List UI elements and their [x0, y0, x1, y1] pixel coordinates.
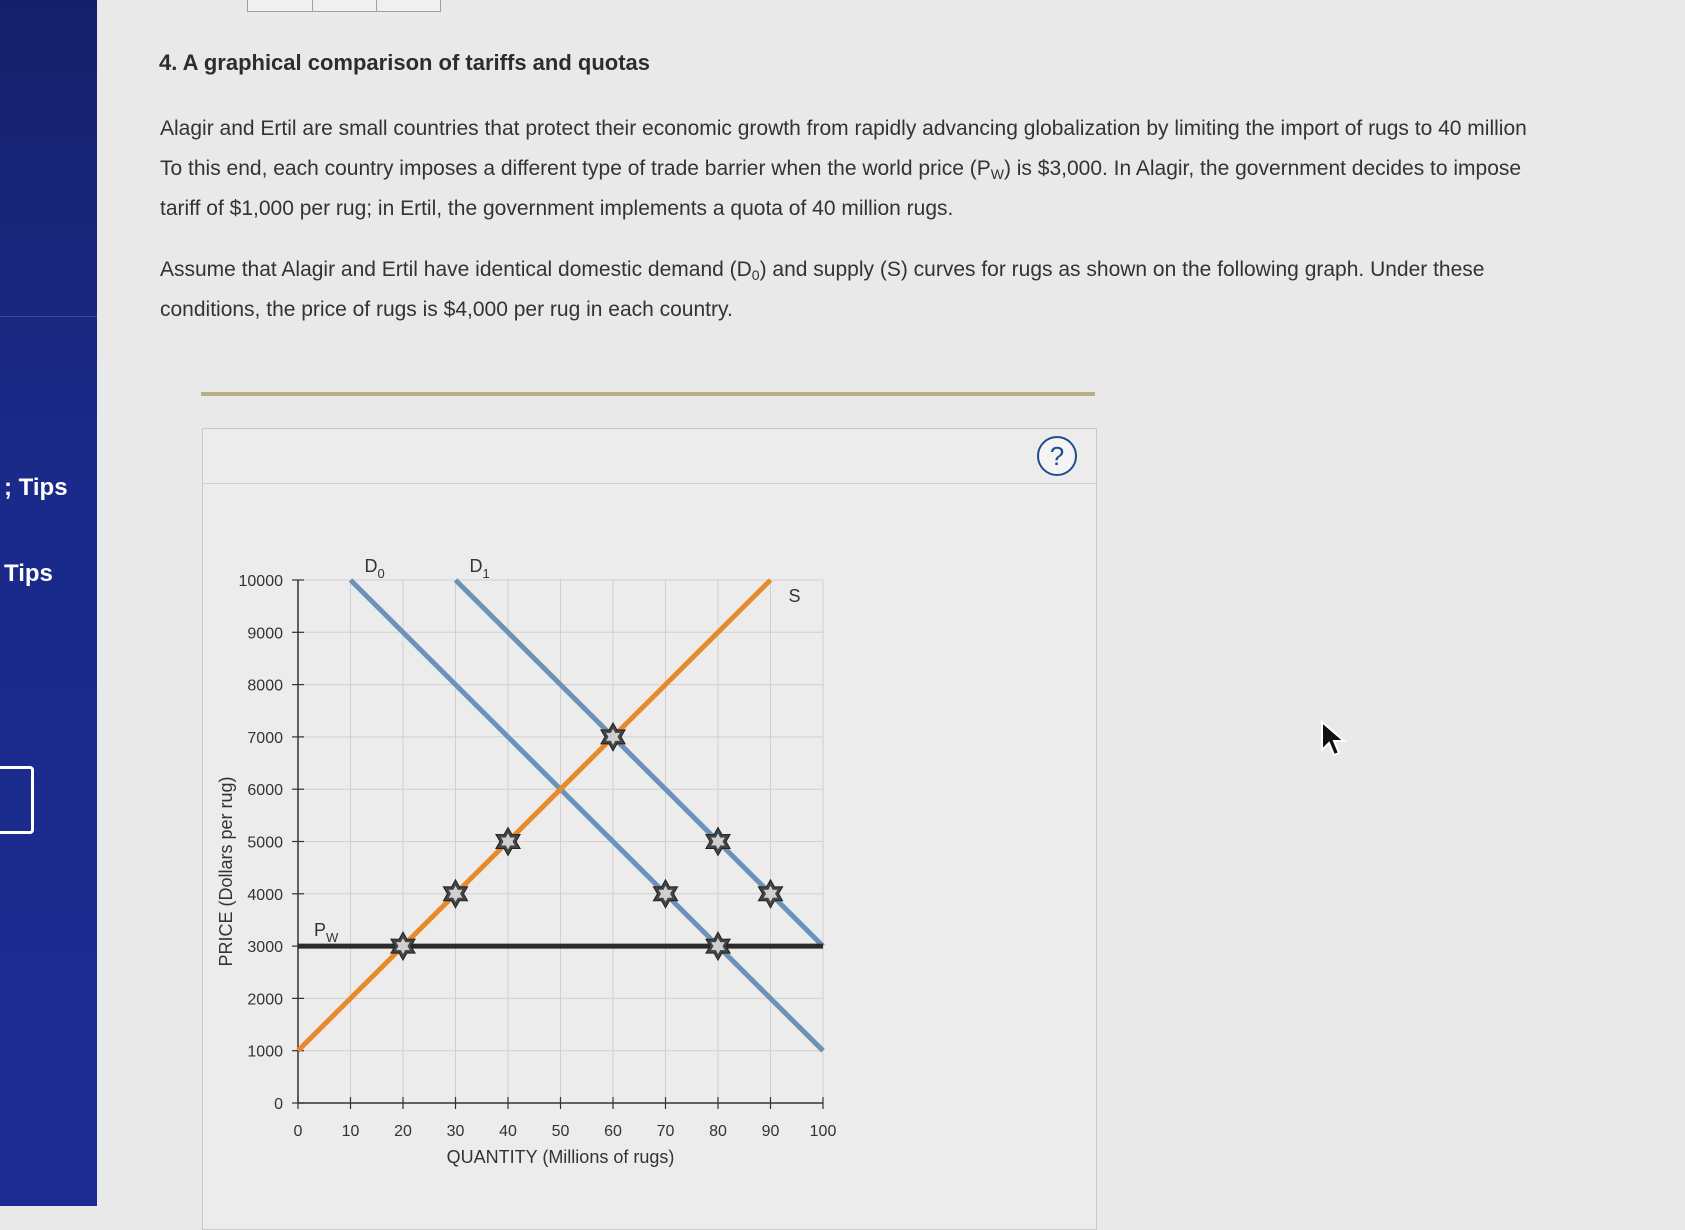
- x-tick-label: 30: [446, 1123, 465, 1140]
- x-tick-label: 0: [293, 1123, 303, 1140]
- y-tick-label: 0: [274, 1096, 283, 1113]
- paragraph-1-line-3: tariff of $1,000 per rug; in Ertil, the government implements a quota of 40 million rugs.: [160, 197, 954, 220]
- y-tick-label: 1000: [247, 1043, 283, 1061]
- x-tick-label: 40: [499, 1123, 517, 1140]
- x-tick-label: 20: [394, 1123, 412, 1140]
- sidebar-tips-link-2[interactable]: Tips: [4, 560, 53, 587]
- y-axis-label: PRICE (Dollars per rug): [216, 776, 236, 967]
- question-title: 4. A graphical comparison of tariffs and quotas: [159, 50, 651, 75]
- y-tick-label: 3000: [247, 939, 283, 957]
- series-line-d0: [351, 580, 824, 1051]
- x-tick-label: 100: [809, 1123, 837, 1140]
- paragraph-1-line-2: To this end, each country imposes a different type of trade barrier when the world price $(P_W)$ is $3,000. In Alagir, the government decides to impose: [160, 157, 1522, 182]
- paragraph-2-line-2: conditions, the price of rugs is $4,000 per rug in each country.: [160, 298, 733, 321]
- y-tick-label: 8000: [247, 677, 283, 695]
- series-label-d0: $D_0$: [364, 556, 385, 581]
- y-tick-label: 4000: [247, 886, 283, 904]
- y-tick-label: 2000: [247, 991, 283, 1009]
- x-axis-label: QUANTITY (Millions of rugs): [446, 1147, 675, 1167]
- y-tick-label: 6000: [247, 782, 283, 800]
- series-line-s: [298, 580, 771, 1051]
- paragraph-1-line-1: Alagir and Ertil are small countries that protect their economic growth from rapidly advancing globalization by limiting the import of rugs to 40 million: [160, 117, 1527, 140]
- series-label-s: S: [788, 586, 801, 606]
- series-label-d1: $D_1$: [469, 556, 490, 581]
- y-tick-label: 7000: [247, 729, 283, 747]
- sidebar-tips-link-1[interactable]: ; Tips: [4, 474, 68, 501]
- x-tick-label: 70: [656, 1123, 675, 1140]
- x-tick-label: 60: [604, 1123, 622, 1140]
- mouse-cursor-icon: [1320, 720, 1348, 760]
- x-tick-label: 50: [551, 1123, 570, 1140]
- y-tick-label: 5000: [247, 834, 283, 852]
- paragraph-2-line-1: Assume that Alagir and Ertil have identical domestic demand $(D_0)$ and supply (S) curves for rugs as shown on the following graph. Under these: [160, 258, 1485, 283]
- y-tick-label: 9000: [247, 625, 283, 643]
- x-tick-label: 90: [761, 1123, 780, 1140]
- y-tick-label: 10000: [238, 573, 283, 590]
- x-tick-label: 10: [341, 1123, 360, 1140]
- help-icon[interactable]: ?: [1037, 436, 1077, 476]
- series-label-pw: $P_W$: [314, 920, 339, 946]
- x-tick-label: 80: [709, 1123, 727, 1140]
